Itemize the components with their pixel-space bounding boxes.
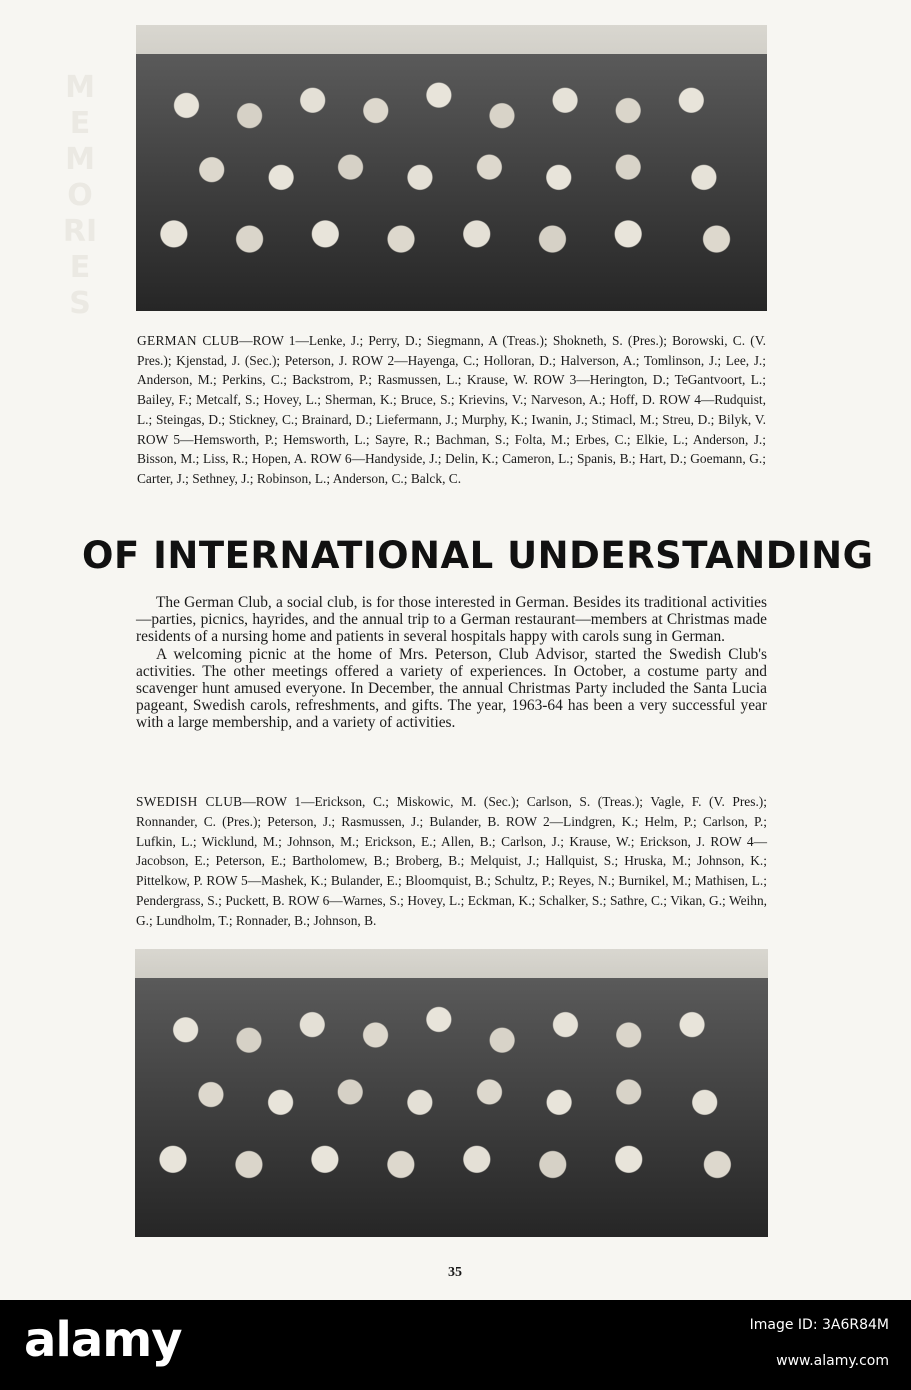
german-club-paragraph: The German Club, a social club, is for those interested in German. Besides its traditional activities—parties, picnics, hayrides, and the annual trip to a German restaurant—members at Christmas made residents of a nursing home and patients in several hospitals happy with carols sung in German. [136,594,767,646]
swedish-club-label: SWEDISH CLUB [136,794,243,809]
swedish-club-caption [136,792,767,931]
image-id: Image ID: 3A6R84M [749,1317,889,1333]
swedish-club-paragraph: A welcoming picnic at the home of Mrs. Peterson, Club Advisor, started the Swedish Club's activities. The other meetings offered a variety of experiences. In October, a costume party and scavenger hunt amused everyone. In December, the annual Christmas Party included the Santa Lucia pageant, Swedish carols, refreshments, and gifts. The year, 1963-64 has been a very successful year with a large membership, and a variety of activities. [136,645,767,732]
german-club-label: GERMAN CLUB [137,333,240,348]
german-club-caption [137,331,766,489]
swedish-club-photo [135,949,768,1237]
german-club-roster: —ROW 1—Lenke, J.; Perry, D.; Siegmann, A (Treas.); Shokneth, S. (Pres.); Borowski, C. (V. Pres.); Kjenstad, J. (Sec.); Peterson, J. ROW 2—Hayenga, C.; Holloran, D.; Halverson, A.; Tomlinson, J.; Lee, J.; Anderson, M.; Perkins, C.; Backstrom, P.; Rasmussen, L.; Krause, W. ROW 3—Herington, D.; TeGantvoort, L.; Bailey, F.; Metcalf, S.; Hovey, L.; Sherman, K.; Bruce, S.; Krievins, V.; Narveson, A.; Hoff, D. ROW 4—Rudquist, L.; Steingas, D.; Stickney, C.; Brainard, D.; Liefermann, J.; Murphy, K.; Iwanin, J.; Stimacl, M.; Streu, D.; Bilyk, V. ROW 5—Hemsworth, P.; Hemsworth, L.; Sayre, R.; Bachman, S.; Folta, M.; Erbes, C.; Elkie, L.; Anderson, J.; Bisson, M.; Liss, R.; Hopen, A. ROW 6—Handyside, J.; Delin, K.; Cameron, L.; Spanis, B.; Hart, D.; Goemann, G.; Carter, J.; Sethney, J.; Robinson, L.; Anderson, C.; Balck, C. [137,333,766,486]
german-club-photo [136,25,767,311]
article-body [136,594,767,732]
alamy-logo: alamy [24,1312,182,1368]
ghost-bleed-text: MEMORIES [62,70,98,321]
page-number: 35 [448,1265,462,1280]
watermark-url: www.alamy.com [776,1353,889,1369]
page-headline: OF INTERNATIONAL UNDERSTANDING [82,534,874,577]
swedish-club-roster: —ROW 1—Erickson, C.; Miskowic, M. (Sec.); Carlson, S. (Treas.); Vagle, F. (V. Pres.); Ronnander, C. (Pres.); Peterson, J.; Rasmussen, J.; Bulander, B. ROW 2—Lindgren, K.; Helm, P.; Carlson, P.; Lufkin, L.; Wicklund, M.; Johnson, M.; Erickson, E.; Allen, B.; Carlson, J.; Krause, W.; Erickson, J. ROW 4—Jacobson, E.; Peterson, E.; Bartholomew, B.; Broberg, B.; Melquist, J.; Hallquist, S.; Hruska, M.; Johnson, K.; Pittelkow, P. ROW 5—Mashek, K.; Bulander, E.; Bloomquist, B.; Schultz, P.; Reyes, N.; Burnikel, M.; Mathisen, L.; Pendergrass, S.; Puckett, B. ROW 6—Warnes, S.; Hovey, L.; Eckman, K.; Schalker, S.; Sathre, C.; Vikan, G.; Weihn, G.; Lundholm, T.; Ronnader, B.; Johnson, B. [136,794,767,928]
